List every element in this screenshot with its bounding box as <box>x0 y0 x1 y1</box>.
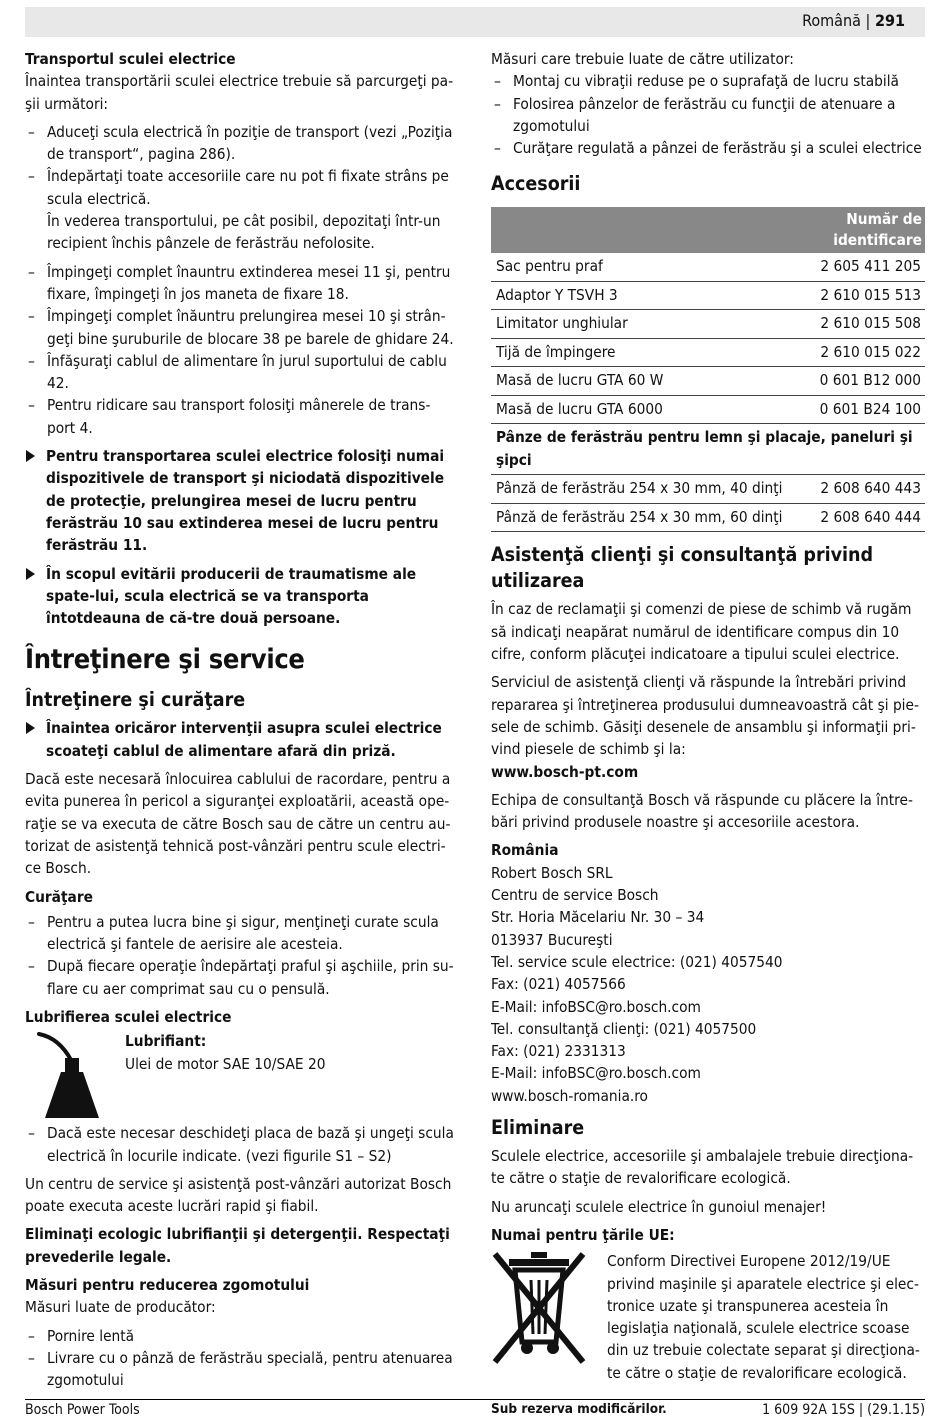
transport-item: – Împingeţi complet înăuntru prelungirea mesei 10 şi strân-geţi bine şuruburile de blocare 38 pe barele de ghidare 24. <box>25 305 457 350</box>
table-row: Sac pentru praf 2 605 411 205 <box>491 253 925 281</box>
address-line: Tel. consultanţă clienţi: (021) 4057500 <box>491 1019 757 1038</box>
warning-triangle-icon <box>26 722 35 734</box>
header-language: Română <box>802 11 861 30</box>
warning-triangle-icon <box>26 450 35 462</box>
table-row: Adaptor Y TSVH 3 2 610 015 513 <box>491 281 925 310</box>
user-measures-title: Măsuri care trebuie luate de către utilizator: <box>491 50 794 68</box>
table-row: Pânză de ferăstrău 254 x 30 mm, 60 dinţi 2 608 640 444 <box>491 503 925 532</box>
noise-heading: Măsuri pentru reducerea zgomotului <box>25 1276 310 1295</box>
transport-item: – Înfăşuraţi cablul de alimentare în jurul suportului de cablu 42. <box>25 350 457 395</box>
header-separator: | <box>865 11 871 30</box>
address-line: www.bosch-romania.ro <box>491 1086 648 1105</box>
lubricant-block <box>25 1030 457 1122</box>
address-line: 013937 Bucureşti <box>491 930 613 949</box>
support-heading: Asistenţă clienţi şi consultanţă privind utilizarea <box>491 543 874 593</box>
service-paragraph: Un centru de service şi asistenţă post-vânzări autorizat Bosch poate executa aceste lucrări rapid şi fiabil. <box>25 1174 452 1216</box>
address-line: Str. Horia Măcelariu Nr. 30 – 34 <box>491 908 705 927</box>
header-page-number: 291 <box>874 11 905 30</box>
transport-title: Transportul sculei electrice <box>25 50 236 68</box>
right-column <box>491 48 925 1417</box>
maintenance-heading: Întreţinere şi service <box>25 644 305 676</box>
curatare-item: – După fiecare operaţie îndepărtaţi praful şi aşchiile, prin su-flare cu aer comprimat sau cu o pensulă. <box>25 955 457 1000</box>
address-line: Centru de service Bosch <box>491 886 659 905</box>
support-paragraph: În caz de reclamaţii şi comenzi de piese de schimb vă rugăm să indicaţi neapărat numărul de identificare compus din 10 cifre, conform plăcuţei indicatoare a tipului sculei electrice. <box>491 600 912 664</box>
noise-producer-label: Măsuri luate de producător: <box>25 1298 216 1317</box>
disposal-heading: Eliminare <box>491 1116 585 1140</box>
transport-intro: Înaintea transportării sculei electrice trebuie să parcurgeţi pa-şii următori: <box>25 72 454 113</box>
eu-directive-text: Conform Directivei Europene 2012/19/UE privind maşinile şi aparatele electrice şi elec-tronice uzate şi transpunerea acesteia în legislaţia naţională, sculele electrice scoase din uz trebuie colectate separat şi direcţiona-te către o staţie de revalorificare ecologică. <box>607 1252 920 1382</box>
address-line: E-Mail: infoBSC@ro.bosch.com <box>491 1064 701 1083</box>
table-row: Pânză de ferăstrău 254 x 30 mm, 40 dinţi 2 608 640 443 <box>491 475 925 504</box>
transport-item: – Pentru ridicare sau transport folosiţi mânerele de trans-port 4. <box>25 394 457 439</box>
weee-block <box>491 1250 925 1384</box>
footer-doc-id: 1 609 92A 15S | (29.1.15) <box>762 1402 925 1417</box>
table-header-id: Număr de identificare <box>491 207 925 253</box>
accessories-table <box>491 207 925 532</box>
accessories-heading: Accesorii <box>491 172 581 196</box>
oil-can-icon <box>37 1030 107 1120</box>
table-row: Limitator unghiular 2 610 015 508 <box>491 310 925 339</box>
table-section-row: Pânze de ferăstrău pentru lemn şi placaje, paneluri şi şipci <box>491 424 925 475</box>
table-row: Masă de lucru GTA 60 W 0 601 B12 000 <box>491 367 925 396</box>
support-paragraph: Echipa de consultanţă Bosch vă răspunde cu plăcere la între-bări privind produsele noastre şi accesoriile acestora. <box>491 790 913 832</box>
lubrication-item: – Dacă este necesar deschideţi placa de bază şi ungeţi scula electrică în locurile indicate. (vezi figurile S1 – S2) <box>25 1122 457 1167</box>
table-row: Tijă de împingere 2 610 015 022 <box>491 338 925 367</box>
page-footer <box>25 1399 925 1417</box>
curatare-heading: Curăţare <box>25 887 93 906</box>
disposal-paragraph: Sculele electrice, accesoriile şi ambalajele trebuie direcţiona-te către o staţie de revalorificare ecologică. <box>491 1147 914 1188</box>
user-measure-item: – Montaj cu vibraţii reduse pe o suprafaţă de lucru stabilă <box>491 70 925 92</box>
address-line: E-Mail: infoBSC@ro.bosch.com <box>491 997 701 1016</box>
eu-only-heading: Numai pentru ţările UE: <box>491 1225 675 1244</box>
lubricant-value: Ulei de motor SAE 10/SAE 20 <box>125 1054 326 1073</box>
reserve-note: Sub rezerva modificărilor. <box>491 1400 667 1417</box>
disposal-paragraph: Nu aruncaţi sculele electrice în gunoiul menajer! <box>491 1197 827 1216</box>
support-paragraph: Serviciul de asistenţă clienţi vă răspunde la întrebări privind repararea şi întreţinerea produsului dumneavoastră cât şi pie-sele de schimb. Găsiţi desenele de ansamblu şi informaţii pri-vind piesele de schimb şi la: <box>491 673 919 759</box>
cable-paragraph: Dacă este necesară înlocuirea cablului de racordare, pentru a evita punerea în pericol a siguranţei exploatării, această ope-raţie se va executa de către Bosch sau de către un centru au-torizat de asistenţă tehnică post-vânzări pentru scule electri-ce Bosch. <box>25 770 451 878</box>
support-url-link[interactable]: www.bosch-pt.com <box>491 762 639 781</box>
page-number-label <box>802 11 905 30</box>
left-column <box>25 48 457 1392</box>
transport-note: În vederea transportului, pe cât posibil, depozitaţi într-un recipient închis pânzele de ferăstrău nefolosite. <box>47 212 441 253</box>
user-measure-item: – Folosirea pânzelor de ferăstrău cu funcţii de atenuare a zgomotului <box>491 93 925 138</box>
address-line: Fax: (021) 4057566 <box>491 975 626 994</box>
country-heading: România <box>491 841 559 860</box>
lubricant-label: Lubrifiant: <box>125 1032 207 1051</box>
noise-item: – Livrare cu o pânză de ferăstrău specială, pentru atenuarea zgomotului <box>25 1347 457 1392</box>
transport-item: – Împingeţi complet înauntru extinderea mesei 11 şi, pentru fixare, împingeţi în jos maneta de fixare 18. <box>25 261 457 306</box>
warning-triangle-icon <box>26 568 35 580</box>
warning-two-persons: În scopul evitării producerii de traumatisme ale spate-lui, scula electrică se va transporta întotdeauna de că-tre două persoane. <box>25 563 457 630</box>
table-row: Masă de lucru GTA 6000 0 601 B24 100 <box>491 395 925 424</box>
address-line: Fax: (021) 2331313 <box>491 1042 626 1061</box>
address-line: Robert Bosch SRL <box>491 863 613 882</box>
warning-transport: Pentru transportarea sculei electrice folosiţi numai dispozitivele de transport şi niciodată dispozitivele de protecţie, prelungirea mesei de lucru pentru ferăstrău 10 sau extinderea mesei de lucru pentru ferăstrău 11. <box>25 445 457 556</box>
footer-brand: Bosch Power Tools <box>25 1402 140 1417</box>
user-measure-item: – Curăţare regulată a pânzei de ferăstrău şi a sculei electrice <box>491 137 925 159</box>
lubrication-heading: Lubrifierea sculei electrice <box>25 1007 232 1026</box>
cleaning-heading: Întreţinere şi curăţare <box>25 688 246 712</box>
noise-item: – Pornire lentă <box>25 1325 457 1347</box>
address-line: Tel. service scule electrice: (021) 4057540 <box>491 952 783 971</box>
page-header-bar <box>25 7 925 37</box>
warning-unplug: Înaintea oricăror intervenţii asupra sculei electrice scoateţi cablul de alimentare afară din priză. <box>25 717 457 762</box>
transport-item: – Îndepărtaţi toate accesoriile care nu pot fi fixate strâns pe scula electrică. <box>25 165 457 210</box>
curatare-item: – Pentru a putea lucra bine şi sigur, menţineţi curate scula electrică şi fantele de aerisire ale acesteia. <box>25 911 457 956</box>
crossed-bin-icon <box>491 1250 587 1368</box>
eco-disposal-note: Eliminaţi ecologic lubrifianţii şi detergenţii. Respectaţi prevederile legale. <box>25 1225 450 1266</box>
transport-item: – Aduceţi scula electrică în poziţie de transport (vezi „Poziţia de transport“, pagina 286). <box>25 121 457 166</box>
